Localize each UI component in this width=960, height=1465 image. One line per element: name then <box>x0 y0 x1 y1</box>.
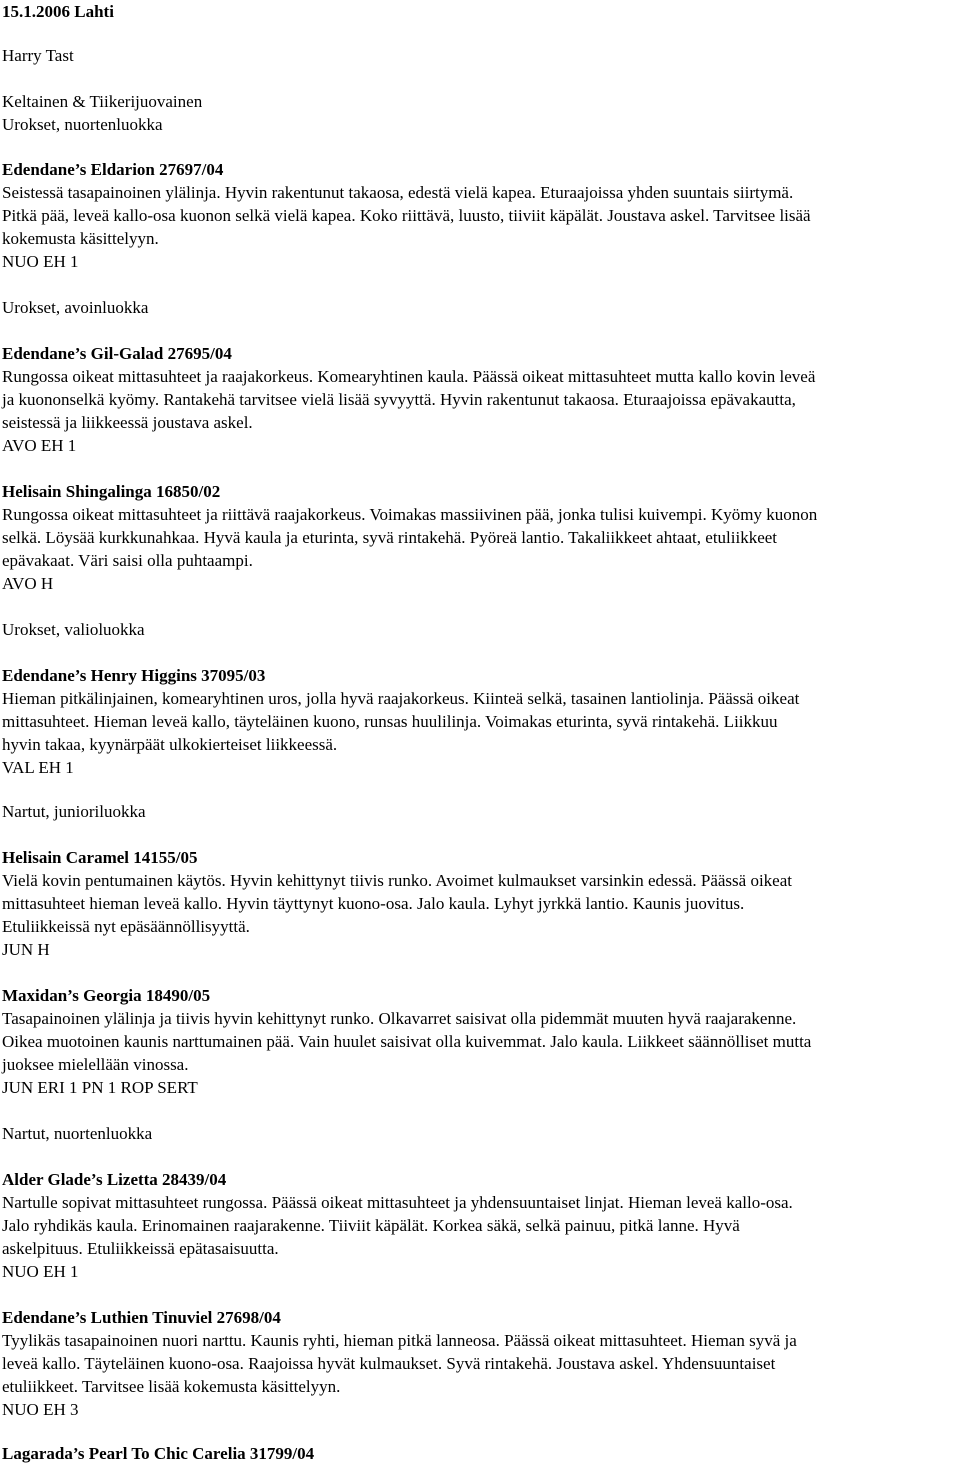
critique-line: askelpituus. Etuliikkeissä epätasaisuutta. <box>2 1239 279 1258</box>
critique-line: etuliikkeet. Tarvitsee lisää kokemusta käsittelyyn. <box>2 1377 341 1396</box>
critique-line: Hieman pitkälinjainen, komearyhtinen uros, jolla hyvä raajakorkeus. Kiinteä selkä, tasainen lantiolinja. Päässä oikeat <box>2 689 800 708</box>
critique-line: seistessä ja liikkeessä joustava askel. <box>2 413 253 432</box>
critique-line: Vielä kovin pentumainen käytös. Hyvin kehittynyt tiivis runko. Avoimet kulmaukset varsinkin edessä. Päässä oikeat <box>2 871 792 890</box>
dog-name: Edendane’s Gil-Galad 27695/04 <box>2 344 232 363</box>
result-line: NUO EH 1 <box>2 252 79 271</box>
critique-line: kokemusta käsittelyyn. <box>2 229 159 248</box>
result-line: JUN H <box>2 940 50 959</box>
dog-name: Alder Glade’s Lizetta 28439/04 <box>2 1170 227 1189</box>
class-title: Urokset, valioluokka <box>2 620 145 639</box>
result-line: VAL EH 1 <box>2 758 74 777</box>
dog-name: Helisain Shingalinga 16850/02 <box>2 482 221 501</box>
dog-name: Edendane’s Luthien Tinuviel 27698/04 <box>2 1308 281 1327</box>
dog-name: Edendane’s Henry Higgins 37095/03 <box>2 666 266 685</box>
variety-label: Keltainen & Tiikerijuovainen <box>2 92 203 111</box>
class-title: Nartut, nuortenluokka <box>2 1124 153 1143</box>
critique-line: mittasuhteet. Hieman leveä kallo, täyteläinen kuono, runsas huulilinja. Voimakas eturinta, syvä rintakehä. Liikkuu <box>2 712 778 731</box>
critique-line: Seistessä tasapainoinen ylälinja. Hyvin rakentunut takaosa, edestä vielä kapea. Eturaajoissa yhden suuntais siirtymä. <box>2 183 794 202</box>
class-title: Nartut, junioriluokka <box>2 802 146 821</box>
class-title: Urokset, nuortenluokka <box>2 115 163 134</box>
critique-line: Rungossa oikeat mittasuhteet ja riittävä raajakorkeus. Voimakas massiivinen pää, jonka tulisi kuivempi. Kyömy kuonon <box>2 505 818 524</box>
critique-line: ja kuononselkä kyömy. Rantakehä tarvitsee vielä lisää syvyyttä. Hyvin rakentunut takaosa. Eturaajoissa epävakautta, <box>2 390 796 409</box>
critique-line: Rungossa oikeat mittasuhteet ja raajakorkeus. Komearyhtinen kaula. Päässä oikeat mittasuhteet mutta kallo kovin leveä <box>2 367 816 386</box>
critique-line: hyvin takaa, kyynärpäät ulkokierteiset liikkeessä. <box>2 735 338 754</box>
result-line: NUO EH 3 <box>2 1400 79 1419</box>
critique-line: Nartulle sopivat mittasuhteet rungossa. Päässä oikeat mittasuhteet ja yhdensuuntaiset linjat. Hieman leveä kallo-osa. <box>2 1193 793 1212</box>
result-line: AVO H <box>2 574 54 593</box>
critique-line: mittasuhteet hieman leveä kallo. Hyvin täyttynyt kuono-osa. Jalo kaula. Lyhyt jyrkkä lantio. Kaunis juovitus. <box>2 894 745 913</box>
date-place-heading: 15.1.2006 Lahti <box>2 2 114 21</box>
dog-name: Helisain Caramel 14155/05 <box>2 848 198 867</box>
result-line: AVO EH 1 <box>2 436 77 455</box>
result-line: NUO EH 1 <box>2 1262 79 1281</box>
critique-line: Tyylikäs tasapainoinen nuori narttu. Kaunis ryhti, hieman pitkä lanneosa. Päässä oikeat mittasuhteet. Hieman syvä ja <box>2 1331 797 1350</box>
dog-name: Lagarada’s Pearl To Chic Carelia 31799/04 <box>2 1444 315 1463</box>
critique-line: epävakaat. Väri saisi olla puhtaampi. <box>2 551 253 570</box>
critique-line: leveä kallo. Täyteläinen kuono-osa. Raajoissa hyvät kulmaukset. Syvä rintakehä. Joustava askel. Yhdensuuntaiset <box>2 1354 776 1373</box>
dog-name: Edendane’s Eldarion 27697/04 <box>2 160 224 179</box>
dog-name: Maxidan’s Georgia 18490/05 <box>2 986 211 1005</box>
critique-line: Oikea muotoinen kaunis narttumainen pää. Vain huulet saisivat olla kuivemmat. Jalo kaula. Liikkeet säännölliset mutta <box>2 1032 812 1051</box>
critique-line: Etuliikkeissä nyt epäsäännöllisyyttä. <box>2 917 250 936</box>
result-line: JUN ERI 1 PN 1 ROP SERT <box>2 1078 198 1097</box>
critique-line: Jalo ryhdikäs kaula. Erinomainen raajarakenne. Tiiviit käpälät. Korkea säkä, selkä painuu, pitkä lanne. Hyvä <box>2 1216 740 1235</box>
critique-line: Pitkä pää, leveä kallo-osa kuonon selkä vielä kapea. Koko riittävä, luusto, tiiviit käpälät. Joustava askel. Tarvitsee lisää <box>2 206 811 225</box>
class-title: Urokset, avoinluokka <box>2 298 149 317</box>
critique-line: Tasapainoinen ylälinja ja tiivis hyvin kehittynyt runko. Olkavarret saisivat olla pidemmät muuten hyvä raajarakenne. <box>2 1009 797 1028</box>
critique-line: selkä. Löysää kurkkunahkaa. Hyvä kaula ja eturinta, syvä rintakehä. Pyöreä lantio. Takaliikkeet ahtaat, etuliikkeet <box>2 528 778 547</box>
judge-name: Harry Tast <box>2 46 74 65</box>
critique-line: juoksee mielellään vinossa. <box>2 1055 189 1074</box>
